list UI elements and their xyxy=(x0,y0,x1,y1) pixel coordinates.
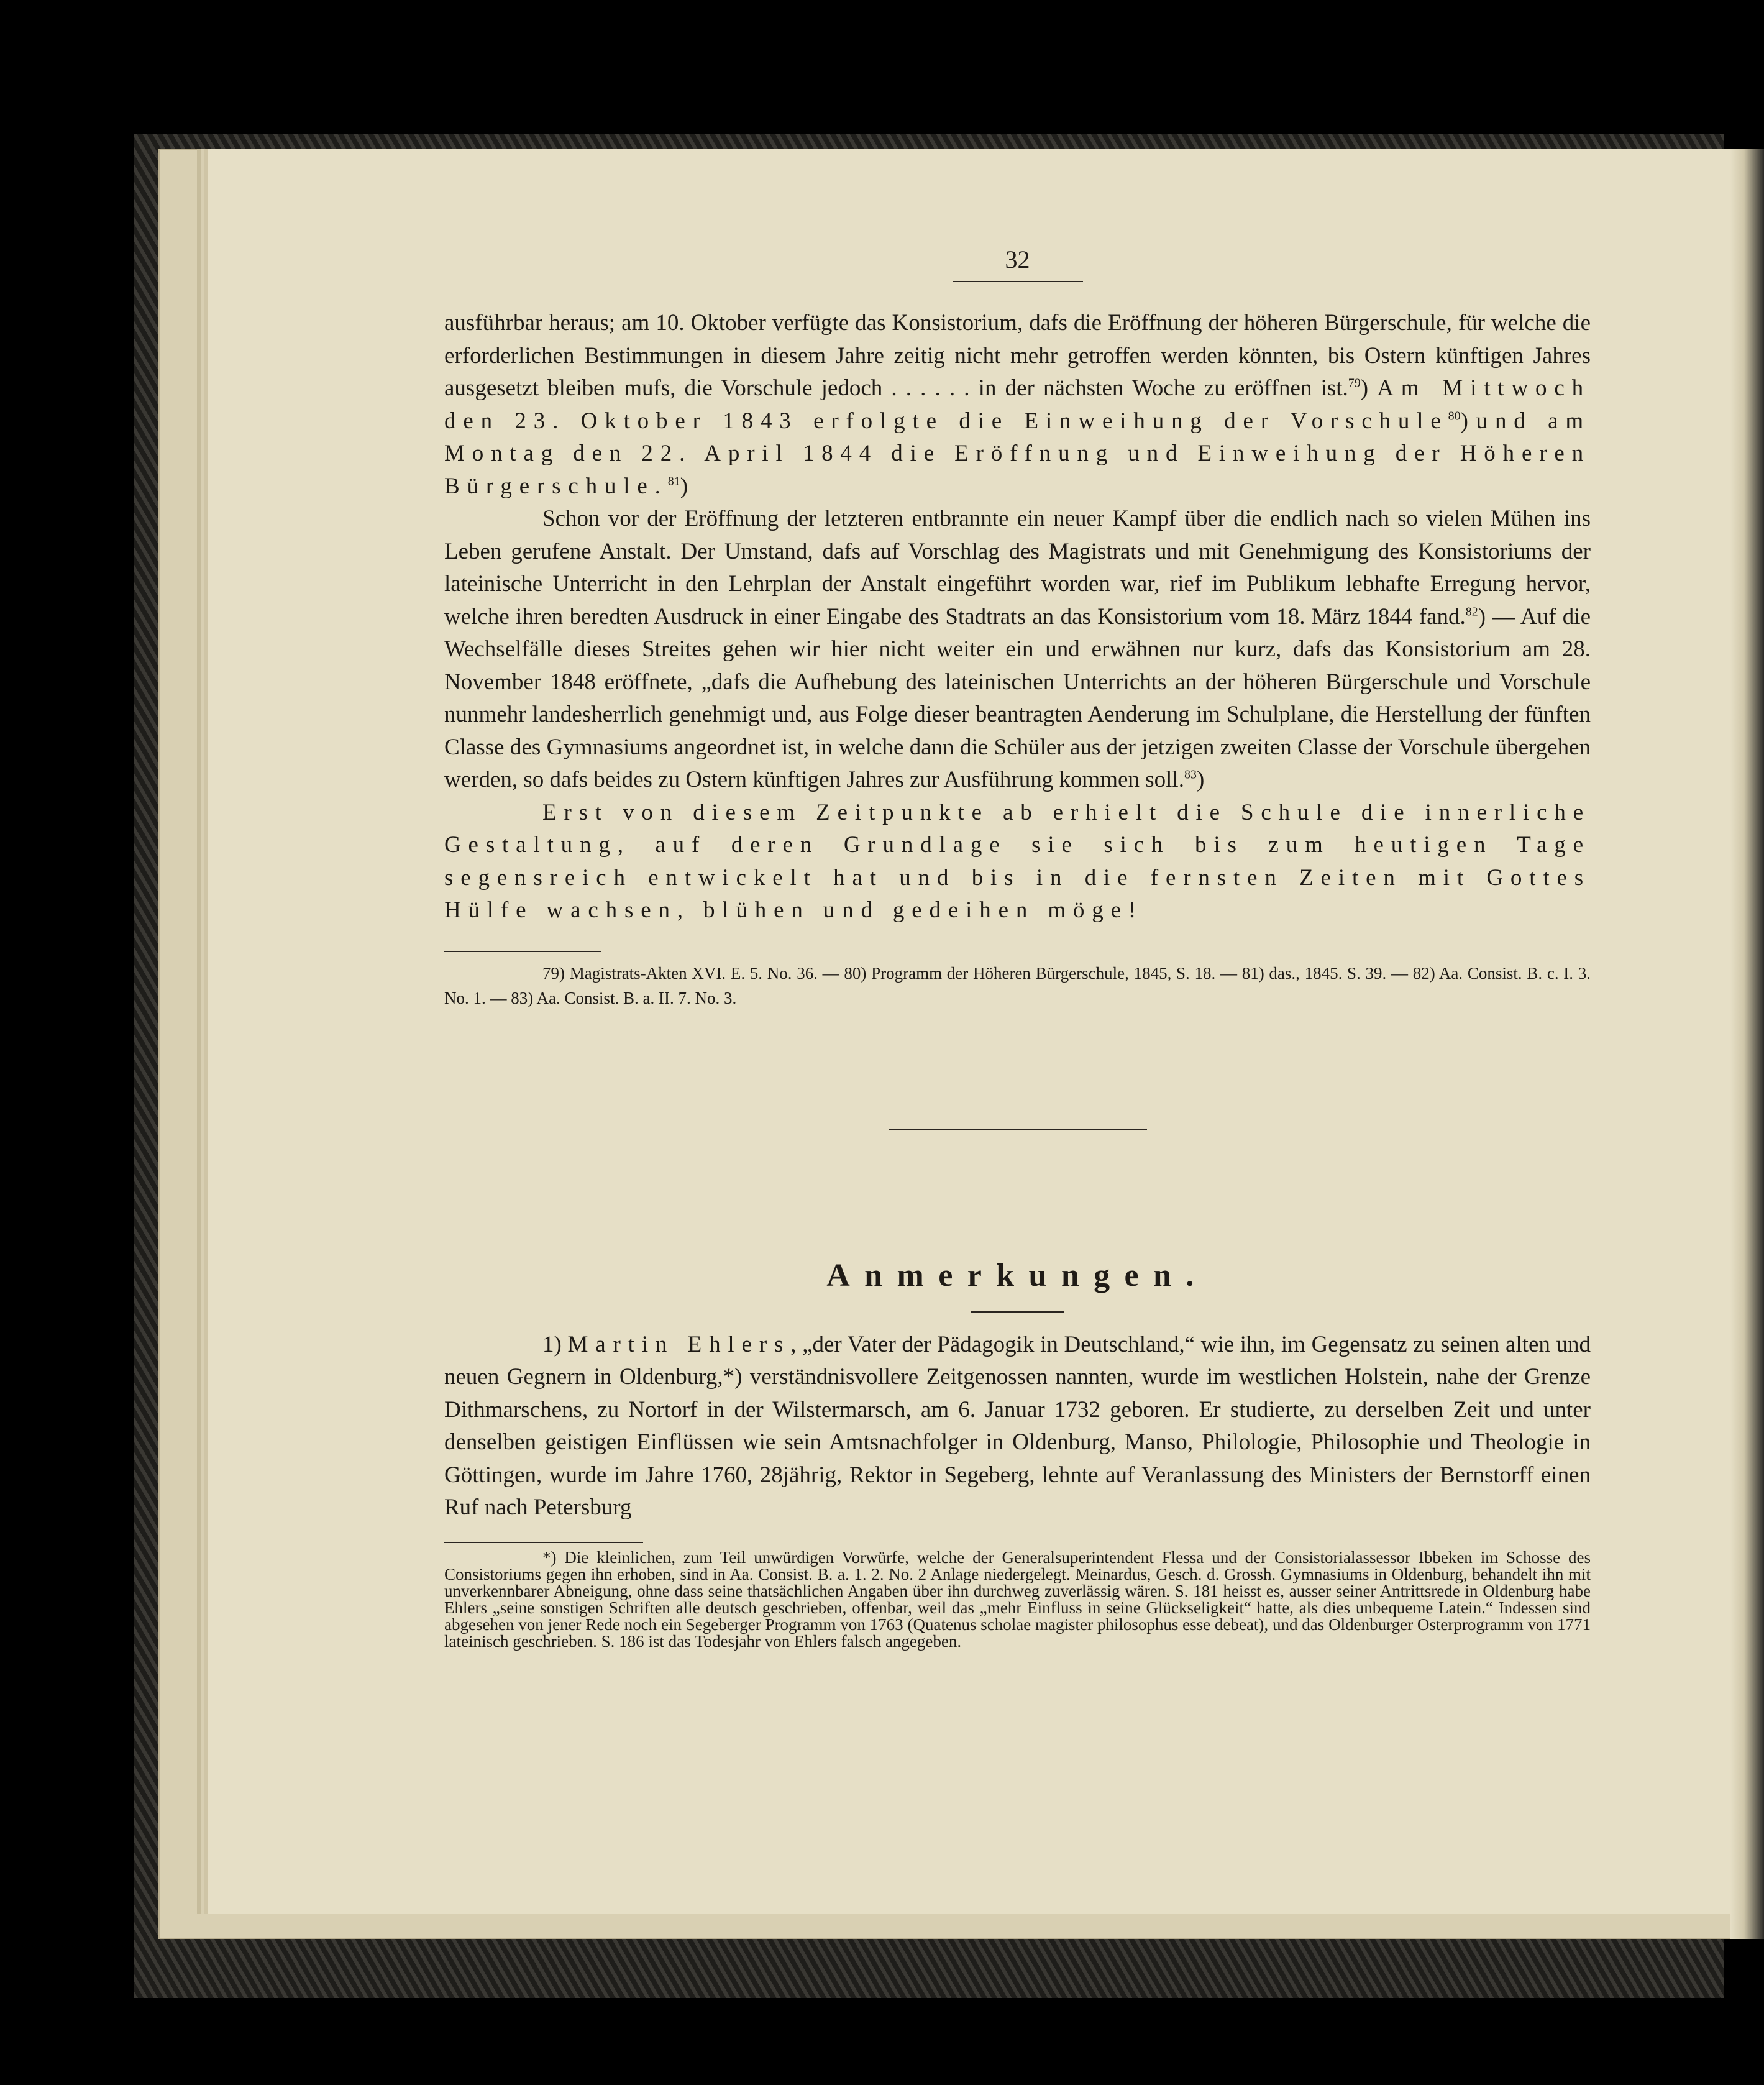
note-text: , „der Vater der Pädagogik in Deutschland,“ wie ihn, im Gegensatz zu seinen alten und neuen Gegnern in Oldenburg,*) verständnisvollere Zeitgenossen nannten, wurde im westlichen Holstein, nahe der Grenze Dithmarschens, zu Nortorf in der Wilstermarsch, am 6. Januar 1732 geboren. Er studierte, zu derselben Zeit und unter denselben geistigen Einflüssen wie sein Amtsnachfolger in Oldenburg, Manso, Philologie, Philosophie und Theologie in Göttingen, wurde im Jahre 1760, 28jährig, Rektor in Segeberg, lehnte auf Veranlassung des Ministers der Bernstorff einen Ruf nach Petersburg xyxy=(444,1331,1591,1520)
footnote-ref: 80 xyxy=(1448,409,1461,423)
footnote-ref: 81 xyxy=(667,474,680,488)
book-gutter xyxy=(1730,149,1764,1939)
spaced-text: und am Montag den 22. April 1844 die Eröffnung und Einweihung der Höheren Bürgerschule. xyxy=(444,408,1591,499)
page-number-rule xyxy=(953,281,1083,282)
section-heading: Anmerkungen. xyxy=(826,1257,1209,1293)
note-1 xyxy=(444,1329,1591,1524)
star-footnote: *) Die kleinlichen, zum Teil unwürdigen Vorwürfe, welche der Generalsuperintendent Flessa und der Consistorialassessor Ibbeken im Schosse des Consistoriums gegen ihn erhoben, sind in Aa. Consist. B. a. 1. 2. No. 2 Anlage niedergelegt. Meinardus, Gesch. d. Grossh. Gymnasiums in Oldenburg, behandelt ihn mit unverkennbarer Abneigung, ohne dass seine thatsächlichen Angaben über ihn durchweg zuverlässig wären. S. 181 heisst es, ausser seiner Antrittsrede in Oldenburg habe Ehlers „seine sonstigen Schriften alle deutsch geschrieben, offenbar, weil das „mehr Einfluss in seine Glückseligkeit“ hatte, als dies unbequeme Latein.“ Indessen sind abgesehen von jener Rede noch ein Segeberger Programm von 1763 (Quatenus scholae magister philosophus esse debeat), und das Oldenburger Osterprogramm von 1771 lateinisch geschrieben. S. 186 ist das Todesjahr von Ehlers falsch angegeben. xyxy=(444,1547,1591,1651)
heading-rule xyxy=(971,1311,1064,1313)
note-number: 1) xyxy=(542,1331,568,1357)
page-number: 32 xyxy=(1005,245,1030,273)
paragraph-text: ) xyxy=(1360,375,1378,401)
footnote-ref: 83 xyxy=(1184,768,1197,782)
paragraph-text: ) xyxy=(1460,408,1476,434)
paragraph-text: Schon vor der Eröffnung der letzteren entbrannte ein neuer Kampf über die endlich nach so vielen Mühen ins Leben gerufene Anstalt. Der Umstand, dafs auf Vorschlag des Magistrats und mit Genehmigung des Konsistoriums der lateinische Unterricht in den Lehrplan der Anstalt eingeführt worden war, rief im Publikum lebhafte Erregung hervor, welche ihren beredten Ausdruck in einer Eingabe des Stadtrats an das Konsistorium vom 18. März 1844 fand. xyxy=(444,506,1591,630)
paragraph-3: Erst von diesem Zeitpunkte ab erhielt die Schule die innerliche Gestaltung, auf deren Grundlage sie sich bis zum heutigen Tage segensreich entwickelt hat und bis in die fernsten Zeiten mit Gottes Hülfe wachsen, blühen und gedeihen möge! xyxy=(444,799,1591,923)
paragraph-2 xyxy=(444,503,1591,797)
footnote-ref: 82 xyxy=(1465,605,1478,619)
footnote-ref: 79 xyxy=(1348,376,1361,390)
note-name: Martin Ehlers xyxy=(567,1331,791,1357)
star-footnote-rule xyxy=(444,1542,643,1543)
footnotes: 79) Magistrats-Akten XVI. E. 5. No. 36. — 80) Programm der Höheren Bürgerschule, 1845, S. 18. — 81) das., 1845. S. 39. — 82) Aa. Consist. B. c. I. 3. No. 1. — 83) Aa. Consist. B. a. II. 7. No. 3. xyxy=(444,963,1591,1007)
spaced-text: Am Mittwoch den 23. Oktober 1843 erfolgte die Einweihung der Vorschule xyxy=(444,375,1591,434)
paragraph-1 xyxy=(444,307,1591,503)
paragraph-text: ) — Auf die Wechselfälle dieses Streites gehen wir hier nicht weiter ein und erwähnen nur kurz, dafs das Konsistorium am 28. November 1848 eröffnete, „dafs die Aufhebung des lateinischen Unterrichts an der höheren Bürgerschule und Vorschule nunmehr landesherrlich genehmigt und, aus Folge dieser beantragten Aenderung im Schulplane, die Herstellung der fünften Classe des Gymnasiums angeordnet ist, in welche dann die Schüler aus der jetzigen zweiten Classe der Vorschule übergehen werden, so dafs beides zu Ostern künftigen Jahres zur Ausführung kommen soll. xyxy=(444,603,1591,792)
paragraph-text: ) xyxy=(1196,767,1205,792)
section-divider xyxy=(889,1129,1147,1130)
page-content xyxy=(444,242,1591,1650)
paragraph-text: ausführbar heraus; am 10. Oktober verfügte das Konsistorium, dafs die Eröffnung der höheren Bürgerschule, für welche die erforderlichen Bestimmungen in diesem Jahre zeitig nicht mehr getroffen werden könnten, bis Ostern künftigen Jahres ausgesetzt bleiben mufs, die Vorschule jedoch . . . . . . in der nächsten Woche zu eröffnen ist. xyxy=(444,310,1591,401)
paragraph-text: ) xyxy=(680,473,688,499)
footnote-rule xyxy=(444,951,601,952)
